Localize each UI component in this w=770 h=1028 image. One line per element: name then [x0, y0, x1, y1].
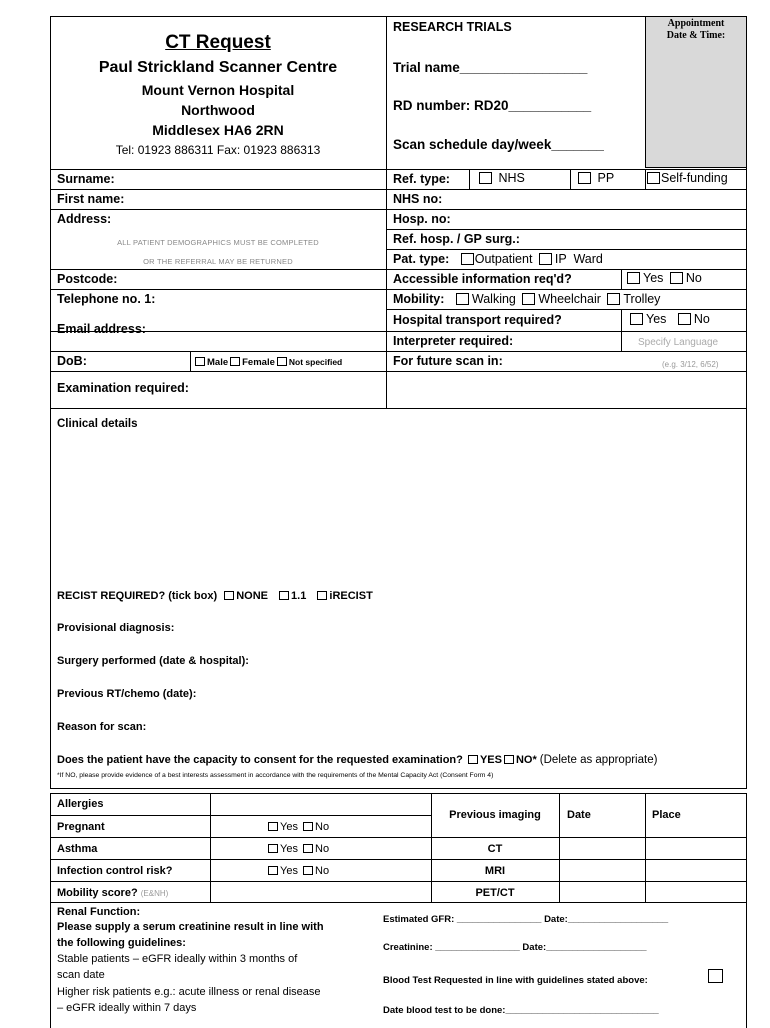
- capacity-yes-label: YES: [479, 754, 502, 766]
- capacity-row: [57, 753, 657, 768]
- previous-rt-label: Previous RT/chemo (date):: [57, 688, 197, 700]
- accessible-no-label: No: [685, 271, 702, 285]
- capacity-footnote: *If NO, please provide evidence of a best interests assessment in accordance with the requirements of the Mental Capacity Act (Consent Form 4): [57, 772, 494, 779]
- male-checkbox[interactable]: [195, 357, 205, 366]
- pregnant-yes-checkbox[interactable]: [268, 822, 278, 831]
- renal-title: Renal Function:: [57, 906, 141, 918]
- transport-yes-checkbox[interactable]: [630, 313, 643, 325]
- ip-checkbox[interactable]: [539, 253, 552, 265]
- egfr-field[interactable]: Estimated GFR: ________________ Date:___________________: [383, 914, 669, 925]
- pat-type-row: [393, 252, 603, 267]
- pregnant-yes-label: Yes: [280, 821, 298, 833]
- demographics-note-1: ALL PATIENT DEMOGRAPHICS MUST BE COMPLETED: [117, 238, 319, 247]
- ref-type-label: Ref. type:: [393, 172, 450, 186]
- future-scan-hint: (e.g. 3/12, 6/52): [662, 360, 719, 369]
- transport-yes-label: Yes: [646, 312, 667, 326]
- ref-hosp-label: Ref. hosp. / GP surg.:: [393, 232, 520, 246]
- town-name: Northwood: [181, 102, 255, 118]
- nhs-no-label: NHS no:: [393, 192, 443, 206]
- trolley-checkbox[interactable]: [607, 293, 620, 305]
- imaging-place-header: Place: [652, 809, 681, 821]
- surgery-performed-label: Surgery performed (date & hospital):: [57, 655, 249, 667]
- clinical-details-label: Clinical details: [57, 418, 138, 430]
- imaging-date-header: Date: [567, 809, 591, 821]
- capacity-delete-note: (Delete as appropriate): [539, 754, 658, 766]
- future-scan-label: For future scan in:: [393, 354, 503, 368]
- capacity-yes-checkbox[interactable]: [468, 755, 478, 764]
- research-trials-title: RESEARCH TRIALS: [393, 20, 512, 34]
- capacity-question: Does the patient have the capacity to consent for the requested examination?: [57, 754, 463, 766]
- trial-name-field[interactable]: Trial name_________________: [393, 60, 588, 75]
- asthma-label: Asthma: [57, 843, 98, 855]
- postcode-label: Postcode:: [57, 272, 118, 286]
- hosp-no-label: Hosp. no:: [393, 212, 451, 226]
- mobility-row: [393, 292, 660, 307]
- centre-name: Paul Strickland Scanner Centre: [98, 59, 338, 76]
- accessible-info-label: Accessible information req'd?: [393, 272, 572, 286]
- renal-line-3: Stable patients – eGFR ideally within 3 months of: [57, 953, 298, 965]
- recist-11-checkbox[interactable]: [279, 591, 289, 600]
- not-specified-checkbox[interactable]: [277, 357, 287, 366]
- transport-label: Hospital transport required?: [393, 313, 562, 327]
- imaging-row-petct: PET/CT: [475, 887, 515, 899]
- recist-none-checkbox[interactable]: [224, 591, 234, 600]
- blood-test-checkbox[interactable]: [708, 969, 723, 983]
- appointment-label-1: Appointment: [667, 18, 725, 29]
- female-label: Female: [242, 357, 275, 368]
- examination-required-label: Examination required:: [57, 381, 189, 395]
- appointment-label-2: Date & Time:: [666, 30, 726, 41]
- transport-options: [627, 312, 710, 327]
- imaging-row-mri: MRI: [484, 865, 506, 877]
- renal-line-5: Higher risk patients e.g.: acute illness or renal disease: [57, 986, 321, 998]
- wheelchair-checkbox[interactable]: [522, 293, 535, 305]
- irecist-checkbox[interactable]: [317, 591, 327, 600]
- ip-label: IP: [554, 252, 567, 266]
- asthma-no-label: No: [315, 843, 330, 855]
- accessible-options: [624, 271, 702, 286]
- creatinine-field[interactable]: Creatinine: ________________ Date:___________________: [383, 942, 647, 953]
- accessible-no-checkbox[interactable]: [670, 272, 683, 284]
- outpatient-checkbox[interactable]: [461, 253, 474, 265]
- trolley-label: Trolley: [623, 292, 661, 306]
- recist-label: RECIST REQUIRED? (tick box): [57, 590, 218, 602]
- county-postcode: Middlesex HA6 2RN: [152, 122, 284, 138]
- reason-for-scan-label: Reason for scan:: [57, 721, 147, 733]
- ref-type-self: [646, 171, 728, 186]
- pat-type-label: Pat. type:: [393, 252, 450, 266]
- infection-no-label: No: [315, 865, 330, 877]
- telephone-label: Telephone no. 1:: [57, 292, 156, 306]
- allergies-label: Allergies: [57, 798, 104, 810]
- pregnant-options: [266, 820, 329, 835]
- renal-line-2: the following guidelines:: [57, 937, 186, 949]
- infection-options: [266, 864, 329, 879]
- imaging-row-ct: CT: [487, 843, 503, 855]
- previous-imaging-header: Previous imaging: [449, 809, 541, 821]
- infection-yes-label: Yes: [280, 865, 298, 877]
- pp-checkbox[interactable]: [578, 172, 591, 184]
- infection-risk-label: Infection control risk?: [57, 865, 173, 877]
- dob-label: DoB:: [57, 354, 87, 368]
- outpatient-label: Outpatient: [474, 252, 533, 266]
- female-checkbox[interactable]: [230, 357, 240, 366]
- wheelchair-label: Wheelchair: [538, 292, 601, 306]
- renal-line-4: scan date: [57, 969, 105, 981]
- male-label: Male: [207, 357, 229, 368]
- pregnant-no-checkbox[interactable]: [303, 822, 313, 831]
- specify-language-field[interactable]: Specify Language: [638, 337, 719, 348]
- pregnant-no-label: No: [315, 821, 330, 833]
- recist-11-label: 1.1: [291, 590, 307, 602]
- not-specified-label: Not specified: [288, 357, 343, 367]
- walking-checkbox[interactable]: [456, 293, 469, 305]
- surname-label: Surname:: [57, 172, 115, 186]
- walking-label: Walking: [471, 292, 516, 306]
- hospital-name: Mount Vernon Hospital: [141, 82, 295, 98]
- infection-no-checkbox[interactable]: [303, 866, 313, 875]
- self-funding-label: Self-funding: [661, 171, 728, 185]
- address-label: Address:: [57, 212, 112, 226]
- form-title: CT Request: [165, 32, 271, 53]
- accessible-yes-label: Yes: [643, 271, 664, 285]
- mobility-score-hint: (E&NH): [140, 889, 169, 898]
- self-funding-checkbox[interactable]: [647, 172, 660, 184]
- email-label: Email address:: [57, 322, 146, 336]
- asthma-options: [266, 842, 329, 857]
- infection-yes-checkbox[interactable]: [268, 866, 278, 875]
- pp-label: PP: [597, 171, 615, 185]
- sex-options: [193, 355, 342, 370]
- scan-schedule-field[interactable]: Scan schedule day/week_______: [393, 137, 604, 152]
- capacity-no-label: NO*: [515, 754, 537, 766]
- renal-line-6: – eGFR ideally within 7 days: [57, 1002, 197, 1014]
- nhs-checkbox[interactable]: [479, 172, 492, 184]
- capacity-no-checkbox[interactable]: [504, 755, 514, 764]
- ref-type-nhs: [476, 171, 525, 186]
- nhs-label: NHS: [498, 171, 525, 185]
- mobility-label: Mobility:: [393, 292, 445, 306]
- ref-type-pp: [575, 171, 614, 186]
- recist-none-label: NONE: [236, 590, 268, 602]
- provisional-diagnosis-label: Provisional diagnosis:: [57, 622, 175, 634]
- demographics-note-2: OR THE REFERRAL MAY BE RETURNED: [143, 257, 293, 266]
- transport-no-label: No: [693, 312, 710, 326]
- rd-number-field[interactable]: RD number: RD20___________: [393, 98, 592, 113]
- blood-test-label: Blood Test Requested in line with guidelines stated above:: [383, 975, 648, 986]
- asthma-yes-label: Yes: [280, 843, 298, 855]
- asthma-no-checkbox[interactable]: [303, 844, 313, 853]
- first-name-label: First name:: [57, 192, 125, 206]
- mobility-score-label: [57, 886, 168, 901]
- irecist-label: iRECIST: [329, 590, 373, 602]
- renal-line-1: Please supply a serum creatinine result in line with: [57, 921, 324, 933]
- accessible-yes-checkbox[interactable]: [627, 272, 640, 284]
- asthma-yes-checkbox[interactable]: [268, 844, 278, 853]
- ward-label: Ward: [573, 252, 603, 266]
- blood-test-date-field[interactable]: Date blood test to be done:_____________________________: [383, 1005, 659, 1016]
- interpreter-label: Interpreter required:: [393, 334, 514, 348]
- transport-no-checkbox[interactable]: [678, 313, 691, 325]
- pregnant-label: Pregnant: [57, 821, 105, 833]
- recist-row: [57, 589, 373, 604]
- tel-fax: Tel: 01923 886311 Fax: 01923 886313: [115, 143, 321, 157]
- mobility-score-text: Mobility score?: [57, 887, 138, 899]
